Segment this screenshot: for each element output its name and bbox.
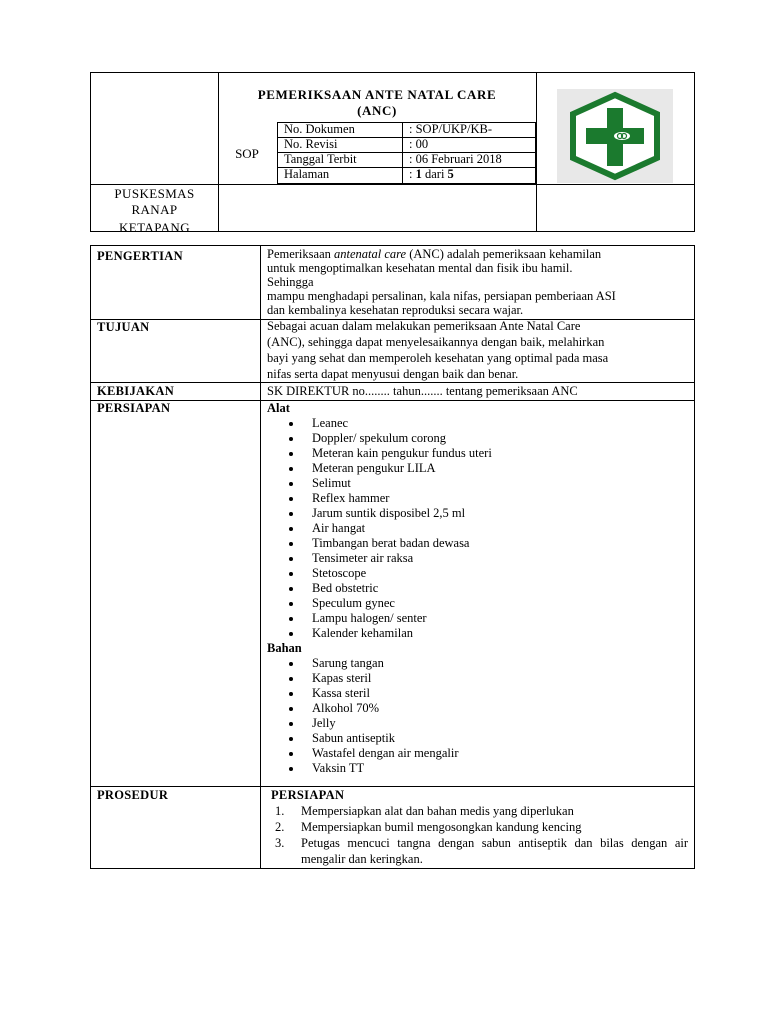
pengertian-line: Sehingga [267, 275, 314, 289]
document-title-line2: (ANC) [357, 103, 397, 118]
revision-value: : 00 [409, 137, 429, 151]
step-text: Mempersiapkan bumil mengosongkan kandung kencing [301, 820, 582, 834]
info-border [277, 183, 536, 184]
page-value [409, 167, 454, 182]
list-item: Kalender kehamilan [267, 626, 687, 641]
revision-row [277, 137, 536, 152]
list-item: Sabun antiseptik [267, 731, 687, 746]
list-item: Air hangat [267, 521, 687, 536]
list-item: Kapas steril [267, 671, 687, 686]
page-key: Halaman [284, 167, 330, 181]
institution-line: KETAPANG [118, 220, 191, 235]
column-divider [260, 246, 261, 868]
document-title [218, 87, 536, 119]
kebijakan-text: SK DIREKTUR no........ tahun....... tentang pemeriksaan ANC [267, 384, 578, 398]
row-divider [91, 786, 694, 787]
sop-header-table [90, 72, 695, 235]
step-number: 1. [275, 804, 285, 818]
pengertian-italic: antenatal care [334, 247, 407, 261]
document-title-line1: PEMERIKSAAN ANTE NATAL CARE [257, 87, 497, 102]
puskesmas-logo-icon [557, 89, 673, 183]
doc-number-row [277, 122, 536, 137]
list-item: Jarum suntik disposibel 2,5 ml [267, 506, 687, 521]
list-item: Reflex hammer [267, 491, 687, 506]
kebijakan-label: KEBIJAKAN [97, 384, 175, 398]
list-item: Tensimeter air raksa [267, 551, 687, 566]
pengertian-line: untuk mengoptimalkan kesehatan mental dan fisik ibu hamil. [267, 261, 573, 275]
list-item: Sarung tangan [267, 656, 687, 671]
list-item: Lampu halogen/ senter [267, 611, 687, 626]
sop-label: SOP [235, 146, 259, 161]
tujuan-text [267, 318, 687, 382]
step-text: Mempersiapkan alat dan bahan medis yang diperlukan [301, 804, 574, 818]
page-separator: dari [421, 167, 448, 181]
pengertian-line: mampu menghadapi persalinan, kala nifas, persiapan pemberiaan ASI [267, 289, 616, 303]
institution-line: PUSKESMAS [114, 186, 195, 201]
step-number: 3. [275, 836, 285, 850]
list-item: Stetoscope [267, 566, 687, 581]
page-colon: : [409, 167, 416, 181]
sop-content-table [90, 245, 695, 869]
tujuan-line: Sebagai acuan dalam melakukan pemeriksaan Ante Natal Care [267, 319, 581, 333]
issue-date-key: Tanggal Terbit [284, 152, 357, 166]
list-item: Kassa steril [267, 686, 687, 701]
page-total: 5 [447, 167, 454, 181]
header-divider [536, 73, 537, 231]
document-info-table [277, 122, 536, 184]
pengertian-line: dan kembalinya kesehatan reproduksi secara wajar. [267, 303, 524, 317]
list-item: Leanec [267, 416, 687, 431]
row-divider [91, 382, 694, 383]
tujuan-line: bayi yang sehat dan memperoleh kesehatan yang optimal pada masa [267, 351, 609, 365]
pengertian-text [267, 247, 687, 317]
list-item: Bed obstetric [267, 581, 687, 596]
alat-heading: Alat [267, 401, 290, 415]
prosedur-subtitle: PERSIAPAN [271, 788, 345, 802]
list-item: Meteran pengukur LILA [267, 461, 687, 476]
tujuan-line: (ANC), sehingga dapat menyelesaikannya dengan baik, melahirkan [267, 335, 605, 349]
list-item: Timbangan berat badan dewasa [267, 536, 687, 551]
tujuan-label: TUJUAN [97, 320, 150, 334]
page-number: 1 [415, 167, 422, 181]
prosedur-content [271, 788, 688, 867]
pengertian-first-line [267, 247, 687, 261]
list-item: Jelly [267, 716, 687, 731]
doc-number-value: : SOP/UKP/KB- [409, 122, 493, 136]
step-number: 2. [275, 820, 285, 834]
page-row [277, 167, 536, 182]
bahan-list [267, 656, 687, 776]
institution-line: RANAP [131, 202, 178, 217]
alat-list [267, 416, 687, 641]
puskesmas-logo [557, 89, 673, 183]
step-text: Petugas mencuci tangna dengan sabun antiseptik dan bilas dengan air mengalir dan keringkan. [301, 836, 688, 866]
list-item: Doppler/ spekulum corong [267, 431, 687, 446]
list-item: Selimut [267, 476, 687, 491]
tujuan-line: nifas serta dapat menyusui dengan baik dan benar. [267, 367, 519, 381]
pengertian-pre: Pemeriksaan [267, 247, 334, 261]
bahan-heading: Bahan [267, 641, 302, 655]
procedure-step [271, 803, 688, 819]
list-item: Vaksin TT [267, 761, 687, 776]
pengertian-post: (ANC) adalah pemeriksaan kehamilan [406, 247, 602, 261]
issue-date-row [277, 152, 536, 167]
header-divider [91, 184, 694, 185]
procedure-step [271, 835, 688, 867]
prosedur-steps [271, 803, 688, 867]
doc-number-key: No. Dokumen [284, 122, 355, 136]
pengertian-label: PENGERTIAN [97, 249, 183, 263]
list-item: Alkohol 70% [267, 701, 687, 716]
institution-name [91, 186, 218, 236]
list-item: Wastafel dengan air mengalir [267, 746, 687, 761]
revision-key: No. Revisi [284, 137, 338, 151]
prosedur-label: PROSEDUR [97, 788, 169, 802]
issue-date-value: : 06 Februari 2018 [409, 152, 502, 166]
persiapan-content [267, 401, 687, 776]
list-item: Meteran kain pengukur fundus uteri [267, 446, 687, 461]
list-item: Speculum gynec [267, 596, 687, 611]
procedure-step [271, 819, 688, 835]
persiapan-label: PERSIAPAN [97, 401, 171, 415]
